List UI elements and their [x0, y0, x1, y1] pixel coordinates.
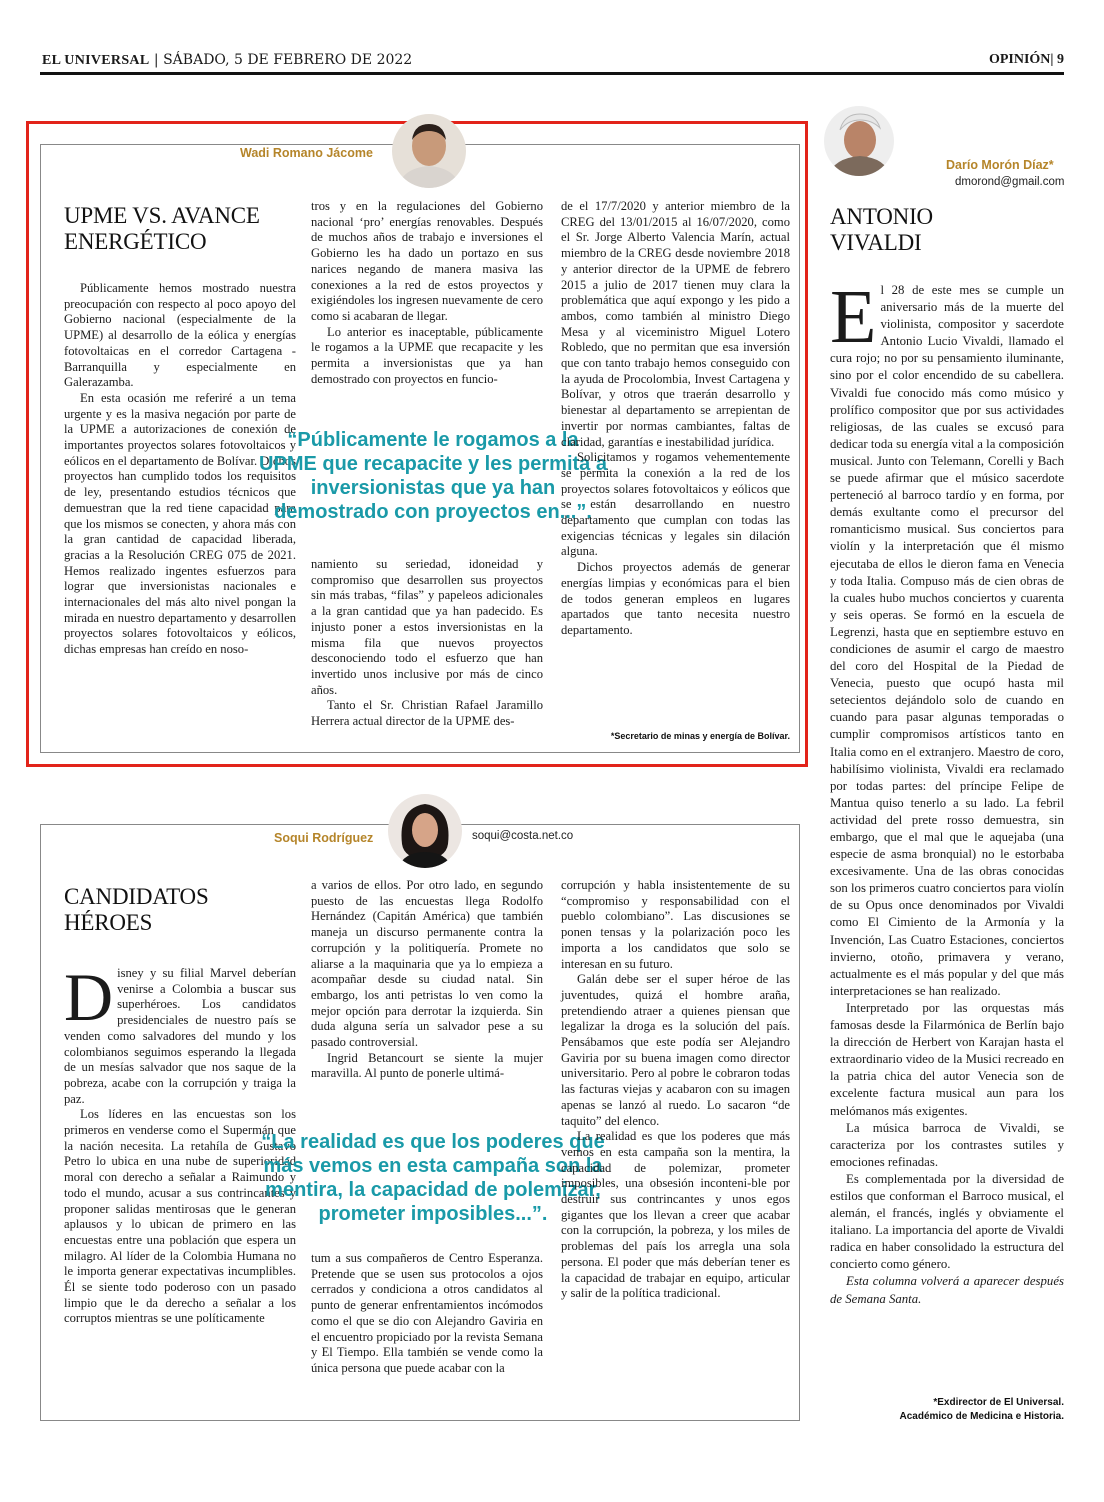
article-column-2-top	[311, 878, 543, 1082]
paragraph: La realidad es que los poderes que más vemos en esta campaña son la mentira, la capacidad de polemizar, prometer imposibles, una obsesión inconteni-ble por destruir sus contrincantes y unos egos gigantes que los llevan a creer que acabar con la corrupción, la pobreza, y los miles de problemas del país los arregla una sola persona. El poder que más deberían tener es la capacidad de trabajar en equipo, articular y salir de la política tradicional.	[561, 1129, 790, 1301]
author-name: Wadi Romano Jácome	[236, 146, 377, 160]
paragraph: Solicitamos y rogamos vehementemente se permita la conexión a la red de los proyectos solares fotovoltaicos y eólicos que se están desarrollando en nuestro departamento que cumplan con todas las exigencias técnicas y legales sin dilación alguna.	[561, 450, 790, 559]
article-headline	[64, 203, 296, 255]
headline-line: CANDIDATOS	[64, 884, 209, 909]
issue-date: SÁBADO, 5 DE FEBRERO DE 2022	[163, 52, 413, 68]
drop-cap: E	[830, 275, 877, 359]
paragraph: Los líderes en las encuestas son los primeros en venderse como el Supermán que la nación necesita. La retahíla de Gustavo Petro lo ubica en una nube de superioridad moral con derecho a señalar a Raimundo y todo el mundo, acusar a sus contrincantes y proponer salidas mentirosas que le generan aplausos y lo ubican de primero en las encuestas entre una población que espera un milagro. Al líder de la Colombia Humana no le importa generar expectativas incumplibles. Él se siente todo poderoso con un pasado limpio que le da derecho a señalar a los corruptos mientras se une políticamente	[64, 1107, 296, 1326]
paragraph	[64, 959, 296, 1107]
paragraph: Dichos proyectos además de generar energías limpias y económicas para el bien de todos generan empleos en lugares apartados que tanto necesita nuestro departamento.	[561, 560, 790, 637]
paragraph: Interpretado por las orquestas más famosas desde la Filarmónica de Berlín bajo la dirección de Herbert von Karajan hasta el extraordinario video de la Musici recreado en la patria chica del autor Venecia son de excelente factura musical aun para los melómanos más exigentes.	[830, 1000, 1064, 1118]
pull-quote: “Públicamente le rogamos a la UPME que recapacite y les permita a inversionistas que ya han demostrado con proyectos en...”.	[259, 429, 607, 523]
paragraph: namiento su seriedad, idoneidad y compromiso que desarrollen sus proyectos sin más trabas, “filas” y papeleos adicionales a la gran cantidad que ya han padecido. Es injusto poner a estos inversionistas en la misma fila que nuevos proyectos desconociendo todo el esfuerzo que han invertido unos inclusive por más de cinco años.	[311, 557, 543, 697]
headline-line: ENERGÉTICO	[64, 229, 207, 254]
article-column	[830, 275, 1064, 1308]
headline-line: UPME VS. AVANCE	[64, 203, 260, 228]
paragraph: de el 17/7/2020 y anterior miembro de la CREG del 13/01/2015 al 16/07/2020, como el Sr. Jorge Alberto Valencia Marín, actual miembro de la CREG desde noviembre 2018 y anterior director de la UPME de febrero 2015 a julio de 2017 tienen muy clara la problemática que aquí expongo y les pido a ambos, como también al ministro Diego Mesa y al viceministro Miguel Lotero Robledo, que no permitan que esa inversión que con tanto trabajo hemos conseguido con la ayuda de Procolombia, Invest Cartagena y Bolívar, y otros que traerán desarrollo y bienestar al departamento se arrepientan de invertir por normas cambiantes, faltas de claridad, garantías e inestabilidad jurídica.	[561, 199, 790, 449]
article-column-3	[561, 199, 790, 639]
section-label: OPINIÓN| 9	[988, 52, 1064, 67]
paragraph-text: isney y su filial Marvel deberían venirse a Colombia a buscar sus superhéroes. Los candidatos presidenciales de nuestro país se venden como salvadores del mundo y los colombianos seguimos esperando la llegada de un mesías salvador que nos saque de la pobreza, acabe con la corrupción y traiga la paz.	[64, 966, 296, 1106]
paragraph: Galán debe ser el super héroe de las juventudes, quizá el hombre araña, pretendiendo atraer a quienes piensan que legalizar la droga es la solución del país. Pensábamos que este podía ser Alejandro Gaviria por su buena imagen como director universitario. Pero al pobre le cobraron todas las facturas viejas y acabaron con su imagen apenas se lanzó al ruedo. Lo sacaron “de taquito” del elenco.	[561, 972, 790, 1128]
paragraph: tros y en la regulaciones del Gobierno nacional ‘pro’ energías renovables. Después de muchos años de trabajo e inversiones el Gobierno les ha dado un portazo en sus narices negando de manera masiva las conexiones a la red de estos proyectos y exigiéndoles los ingresen nuevamente de cero como si acabaran de llegar.	[311, 199, 543, 323]
article-column-3	[561, 878, 790, 1302]
drop-cap: D	[64, 959, 114, 1035]
author-email: dmorond@gmail.com	[955, 176, 1065, 188]
author-email: soqui@costa.net.co	[472, 830, 574, 842]
paragraph: Tanto el Sr. Christian Rafael Jaramillo Herrera actual director de la UPME des-	[311, 698, 543, 729]
article-headline	[64, 884, 296, 936]
article-column-2-bottom	[311, 1251, 543, 1377]
paper-name: EL UNIVERSAL	[42, 53, 150, 68]
article-headline	[830, 204, 1062, 256]
paragraph: a varios de ellos. Por otro lado, en segundo puesto de las encuestas llega Rodolfo Hernández (Capitán América) que también maneja un discurso permanente contra la corrupción y la politiquería. Promete no aliarse a la maquinaria que ya lo empieza a acompañar desde su ciudad natal. Sin embargo, los anti petristas lo ven como la mejor opción para derrotar la izquierda. Sin duda alguna sería un salvador pese a su pasado controversial.	[311, 878, 543, 1050]
author-photo	[824, 106, 894, 176]
signature-line: Académico de Medicina e Historia.	[899, 1411, 1064, 1422]
paragraph: Es complementada por la diversidad de estilos que conforman el Barroco musical, el alemán, el francés, inglés y obviamente el italiano. La importancia del aporte de Vivaldi radica en haber consolidado la estructura del concierto como género.	[830, 1171, 1064, 1272]
author-name: Darío Morón Díaz*	[942, 158, 1058, 172]
paragraph: La música barroca de Vivaldi, se caracteriza por los contrastes sutiles y emociones refinadas.	[830, 1120, 1064, 1169]
paragraph: Ingrid Betancourt se siente la mujer maravilla. Al punto de ponerle ultimá-	[311, 1050, 543, 1081]
headline-line: VIVALDI	[830, 230, 922, 255]
closing-note: Esta columna volverá a aparecer después de Semana Santa.	[830, 1274, 1064, 1306]
paragraph: tum a sus compañeros de Centro Esperanza. Pretende que se usen sus protocolos a ojos cerrados y condiciona a otros candidatos al punto de generar enfrentamientos incómodos como el que se dio con Alejandro Gaviria en el encuentro propiciado por la revista Semana y El Tiempo. Ella también se vende como la única persona que puede acabar con la	[311, 1251, 543, 1375]
headline-line: ANTONIO	[830, 204, 933, 229]
signature-line: *Exdirector de El Universal.	[933, 1397, 1064, 1408]
headline-line: HÉROES	[64, 910, 153, 935]
paragraph: En esta ocasión me referiré a un tema urgente y es la masiva negación por parte de la UPME a autorizaciones de conexión de importantes proyectos solares fotovoltaicos y eólicos en el departamento de Bolívar. Dichos proyectos han cumplido todos los requisitos de ley, presentando estudios técnicos que demuestran que la red tiene capacidad para que los mismos se conecten, y ahora más con la gran cantidad de capacidad liberada, gracias a la Resolución CREG 075 de 2021. Hemos realizado ingentes esfuerzos para lograr que inversionistas nacionales e internacionales del más alto nivel pongan la mirada en nuestro departamento y desarrollen proyectos solares fotovoltaicos y eólicos, dichas empresas han creído en noso-	[64, 390, 296, 657]
masthead-rule	[40, 72, 1064, 75]
paragraph: Lo anterior es inaceptable, públicamente le rogamos a la UPME que recapacite y les permita a inversionistas que ya han demostrado con proyectos en funcio-	[311, 324, 543, 386]
paragraph	[830, 275, 1064, 1000]
article-column-2-bottom	[311, 557, 543, 730]
article-column-2-top	[311, 199, 543, 387]
author-name: Soqui Rodríguez	[270, 831, 377, 845]
paragraph: Públicamente hemos mostrado nuestra preocupación con respecto al poco apoyo del Gobierno nacional (especialmente de la UPME) al desarrollo de la eólica y energías fotovoltaicas en el corredor Cartagena - Barranquilla y especialmente en Galerazamba.	[64, 281, 296, 390]
paragraph-text: l 28 de este mes se cumple un aniversario más de la muerte del violinista, compositor y sacerdote Antonio Lucio Vivaldi, llamado el cura rojo; no por su pensamiento iluminante, sino por el color encendido de su cabellera. Vivaldi fue conocido más como músico y prolífico compositor que por sus actividades religiosas, de las cuales se excusó para dedicar toda su energía vital a la composición musical. Junto con Telemann, Corelli y Bach se puede afirmar que el músico sacerdote perteneció al barroco tardío y en forma, por demás exultante como el precursor del romanticismo musical. Sus conciertos para violín y la interpretación que él mismo ejecutaba de ellos le dieron fama en Venecia y toda Italia. Compuso más de cien obras de la cuales hubo muchos conciertos y cuarenta y seis operas. Se formó en la escuela de Legrenzi, hasta que en septiembre estuvo en condiciones de asumir el cargo de maestro del coro del Hospital de la Piedad de Venecia, puesto que ocupó hasta mil setecientos dejándolo solo de cuando en cuando para pasar algunas temporadas o cumplir compromisos artísticos tanto en Italia como en el extranjero. Maestro de coro, habilísimo violinista, Vivaldi era reclamado por todas partes: del príncipe Felipe de Mantua quiso tenerlo a su lado. La febril actividad del prete rosso demuestra, sin embargo, que el mal que le aquejaba (una especie de asma bronquial) no le estorbaba excesivamente. Una de las obras conocidas son los primeros cuatro conciertos para violín de su Opus once denominados por Vivaldi como El Cimiento de la Armonía y la Invención, Las Cuatro Estaciones, conciertos invierno, otoño, primavera y verano, actualmente es el más popular y del que más interpretaciones se han realizado.	[830, 283, 1064, 998]
masthead-left: EL UNIVERSAL | SÁBADO, 5 DE FEBRERO DE 2022	[42, 52, 413, 68]
author-credit: *Secretario de minas y energía de Bolívar.	[610, 731, 790, 741]
author-signature	[864, 1396, 1064, 1424]
pull-quote: “La realidad es que los poderes que más vemos en esta campaña son la mentira, la capacidad de polemizar, prometer imposibles...”.	[261, 1131, 605, 1225]
paragraph: corrupción y habla insistentemente de su “compromiso y responsabilidad con el pueblo colombiano”. Las discusiones se ponen tensas y la polarización poco les importa a los candidatos que solo se interesan en su futuro.	[561, 878, 790, 971]
author-photo	[388, 794, 462, 868]
author-photo	[392, 114, 466, 188]
